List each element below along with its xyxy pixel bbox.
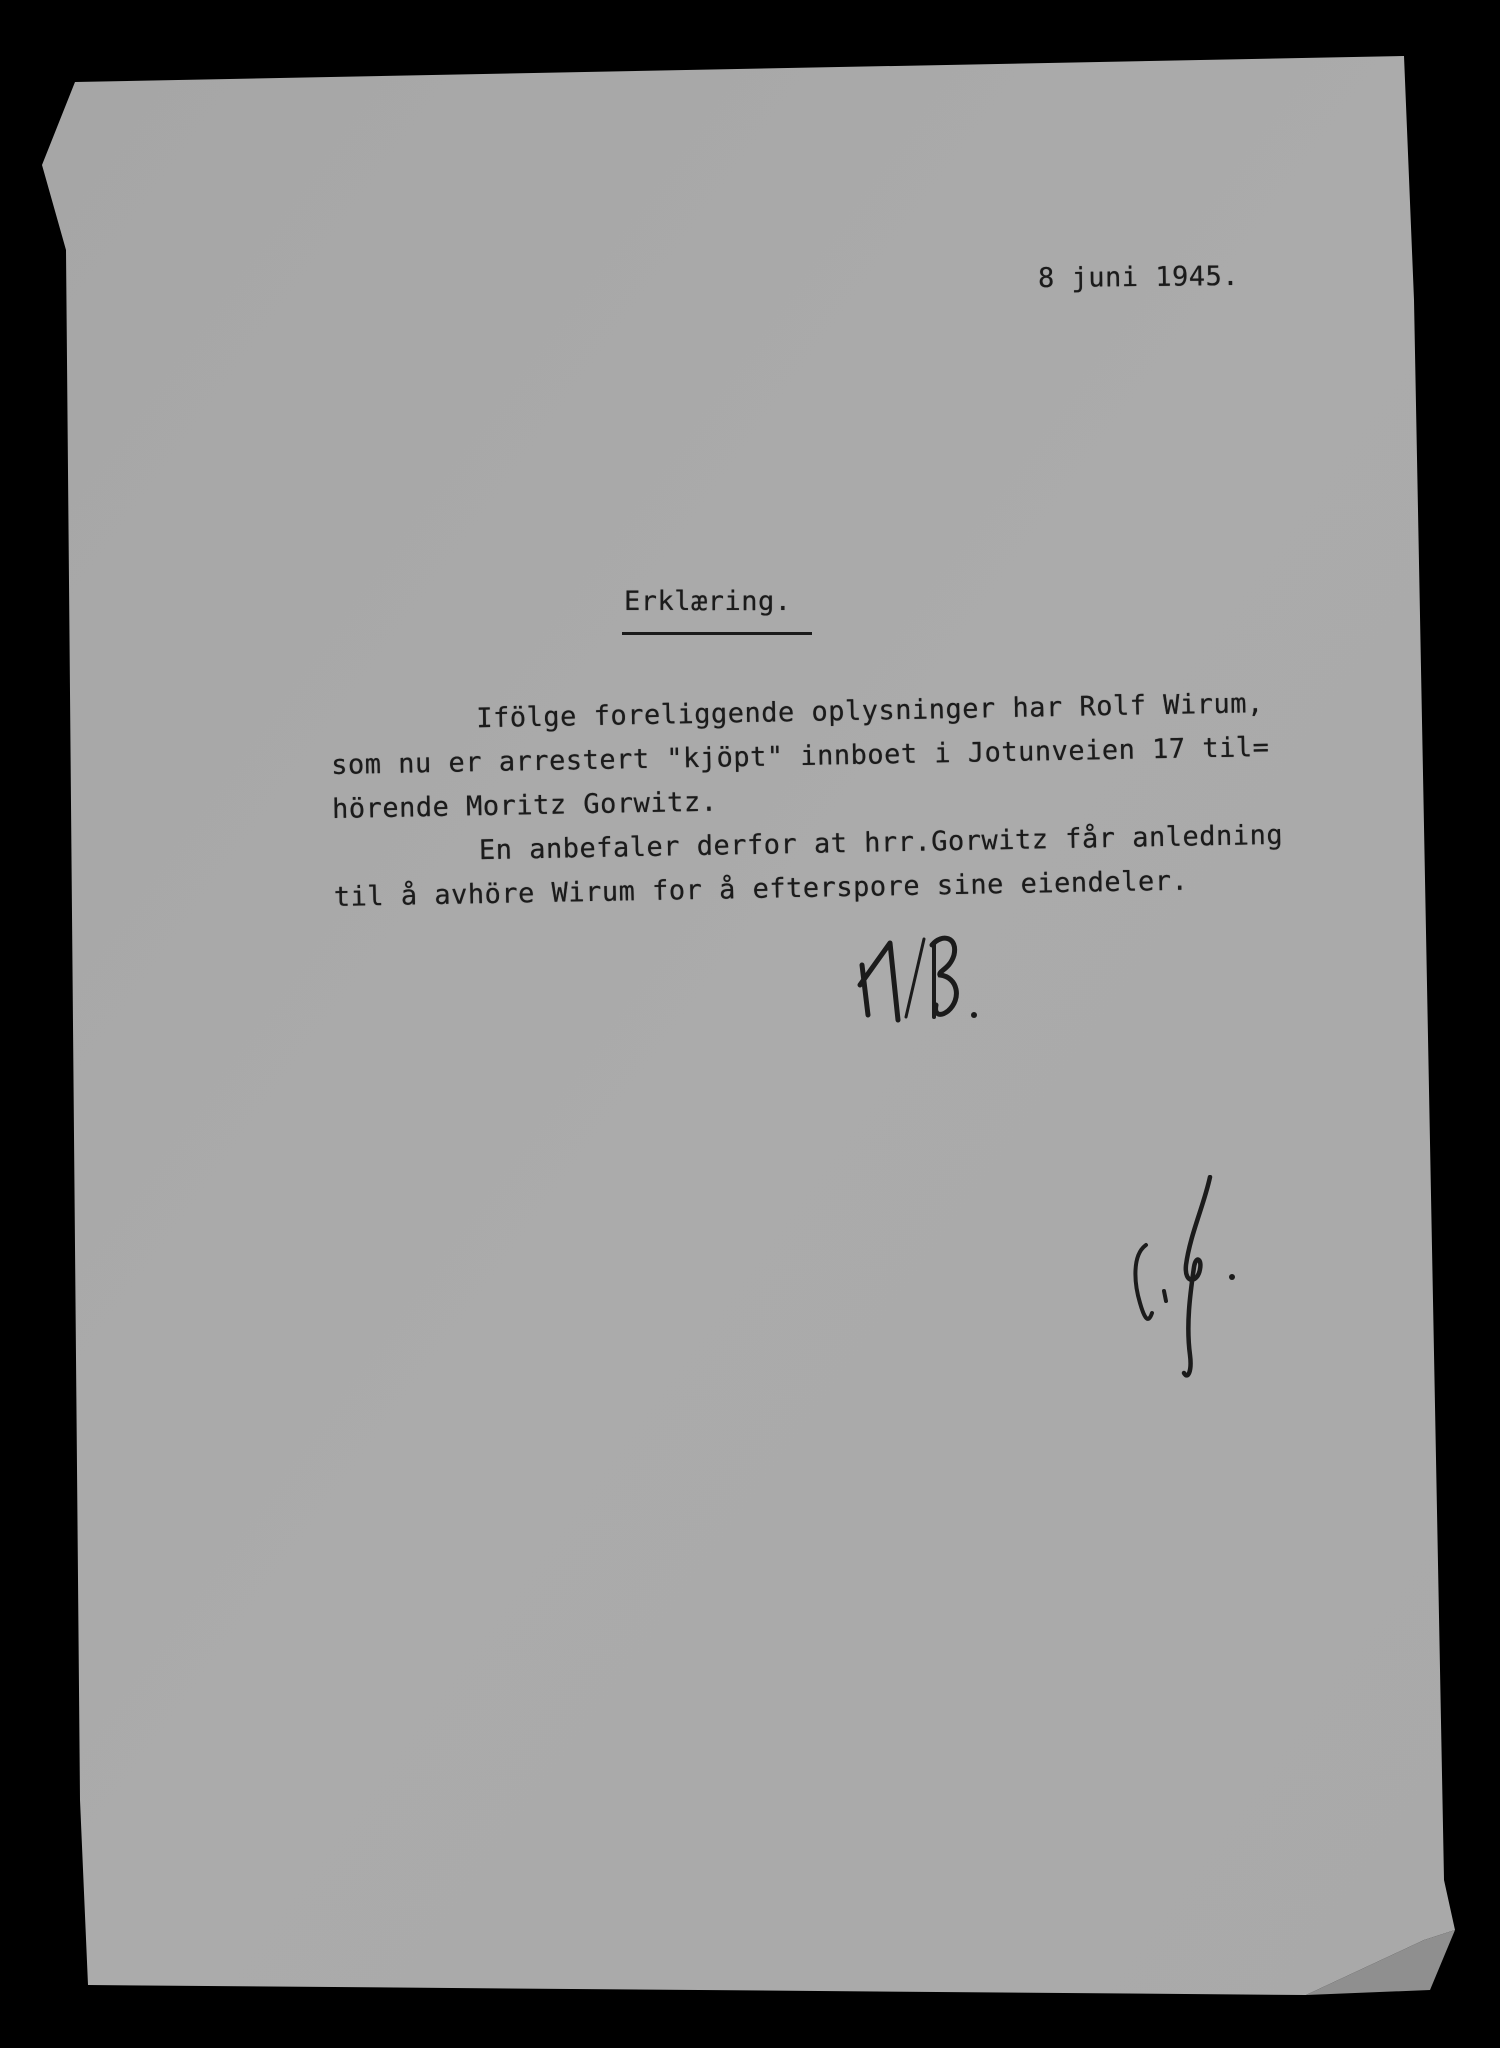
body-line: hörende Moritz Gorwitz. (331, 786, 718, 825)
handwritten-signature (1120, 1175, 1250, 1380)
body-line: En anbefaler derfor at hrr.Gorwitz får anledning (478, 819, 1284, 867)
document-date: 8 juni 1945. (1037, 260, 1240, 295)
body-line: Ifölge foreliggende oplysninger har Rolf Wirum, (476, 688, 1265, 735)
heading-underline (622, 632, 812, 635)
handwritten-initials (850, 925, 990, 1035)
document-body (330, 682, 1284, 920)
body-line: som nu er arrestert "kjöpt" innboet i Jotunveien 17 til= (330, 731, 1270, 781)
document-heading: Erklæring. (624, 586, 792, 617)
body-line: til å avhöre Wirum for å efterspore sine eiendeler. (333, 865, 1189, 913)
